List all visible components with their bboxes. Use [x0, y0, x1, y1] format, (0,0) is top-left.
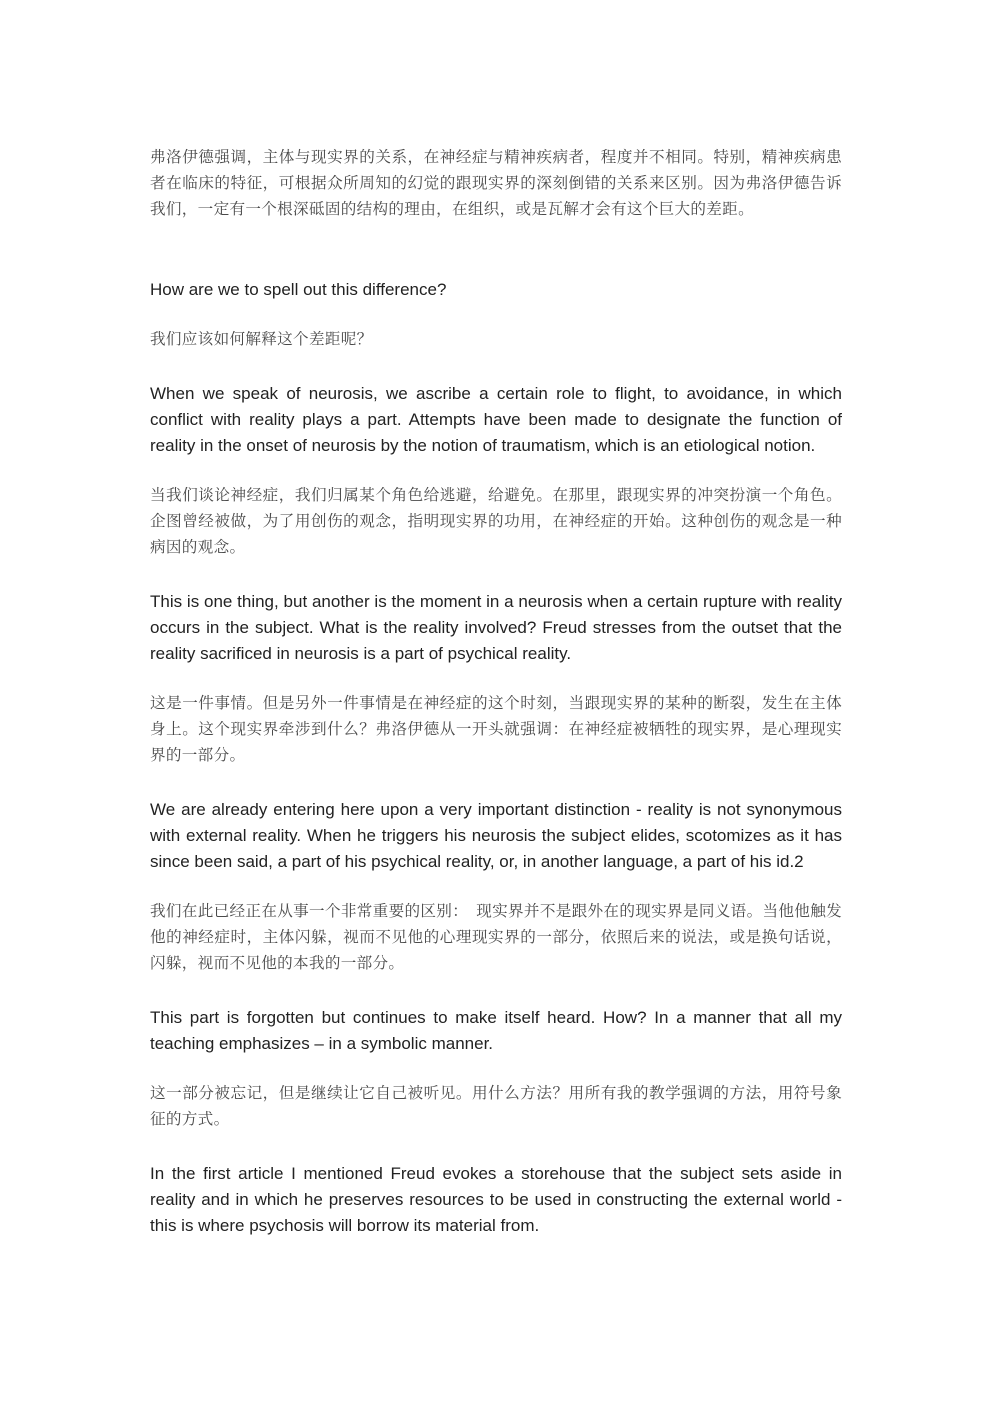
paragraph-en-1: How are we to spell out this difference?	[150, 280, 447, 299]
paragraph-en-6: In the first article I mentioned Freud evokes a storehouse that the subject sets aside in reality and in which he preserves resources to be used in constructing the external world - this is where psychosis will borrow its material from.	[150, 1164, 842, 1235]
paragraph-zh-4: 这是一件事情。但是另外一件事情是在神经症的这个时刻，当跟现实界的某种的断裂，发生在主体身上。这个现实界牵涉到什么？弗洛伊德从一开头就强调：在神经症被牺牲的现实界，是心理现实界的一部分。	[150, 694, 842, 764]
paragraph-zh-3: 当我们谈论神经症，我们归属某个角色给逃避，给避免。在那里，跟现实界的冲突扮演一个角色。企图曾经被做，为了用创伤的观念，指明现实界的功用，在神经症的开始。这种创伤的观念是一种病因的观念。	[150, 486, 842, 556]
paragraph-zh-2: 我们应该如何解释这个差距呢？	[150, 330, 373, 348]
paragraph-en-3: This is one thing, but another is the moment in a neurosis when a certain rupture with reality occurs in the subject. What is the reality involved? Freud stresses from the outset that the reality sacrificed in neurosis is a part of psychical reality.	[150, 592, 842, 663]
paragraph-zh-5: 我们在此已经正在从事一个非常重要的区别： 现实界并不是跟外在的现实界是同义语。当他他触发他的神经症时，主体闪躲，视而不见他的心理现实界的一部分，依照后来的说法，或是换句话说，闪躲，视而不见他的本我的一部分。	[150, 902, 842, 972]
paragraph-en-2: When we speak of neurosis, we ascribe a certain role to flight, to avoidance, in which conflict with reality plays a part. Attempts have been made to designate the function of reality in the onset of neurosis by the notion of traumatism, which is an etiological notion.	[150, 384, 842, 455]
paragraph-en-5: This part is forgotten but continues to make itself heard. How? In a manner that all my teaching emphasizes – in a symbolic manner.	[150, 1008, 842, 1053]
document-page	[150, 0, 842, 1403]
paragraph-en-4: We are already entering here upon a very important distinction - reality is not synonymous with external reality. When he triggers his neurosis the subject elides, scotomizes as it has since been said, a part of his psychical reality, or, in another language, a part of his id.2	[150, 800, 842, 871]
paragraph-zh-6: 这一部分被忘记，但是继续让它自己被听见。用什么方法？用所有我的教学强调的方法，用符号象征的方式。	[150, 1084, 842, 1128]
paragraph-zh-1: 弗洛伊德强调，主体与现实界的关系，在神经症与精神疾病者，程度并不相同。特别，精神疾病患者在临床的特征，可根据众所周知的幻觉的跟现实界的深刻倒错的关系来区别。因为弗洛伊德告诉我们，一定有一个根深砥固的结构的理由，在组织，或是瓦解才会有这个巨大的差距。	[150, 148, 842, 218]
